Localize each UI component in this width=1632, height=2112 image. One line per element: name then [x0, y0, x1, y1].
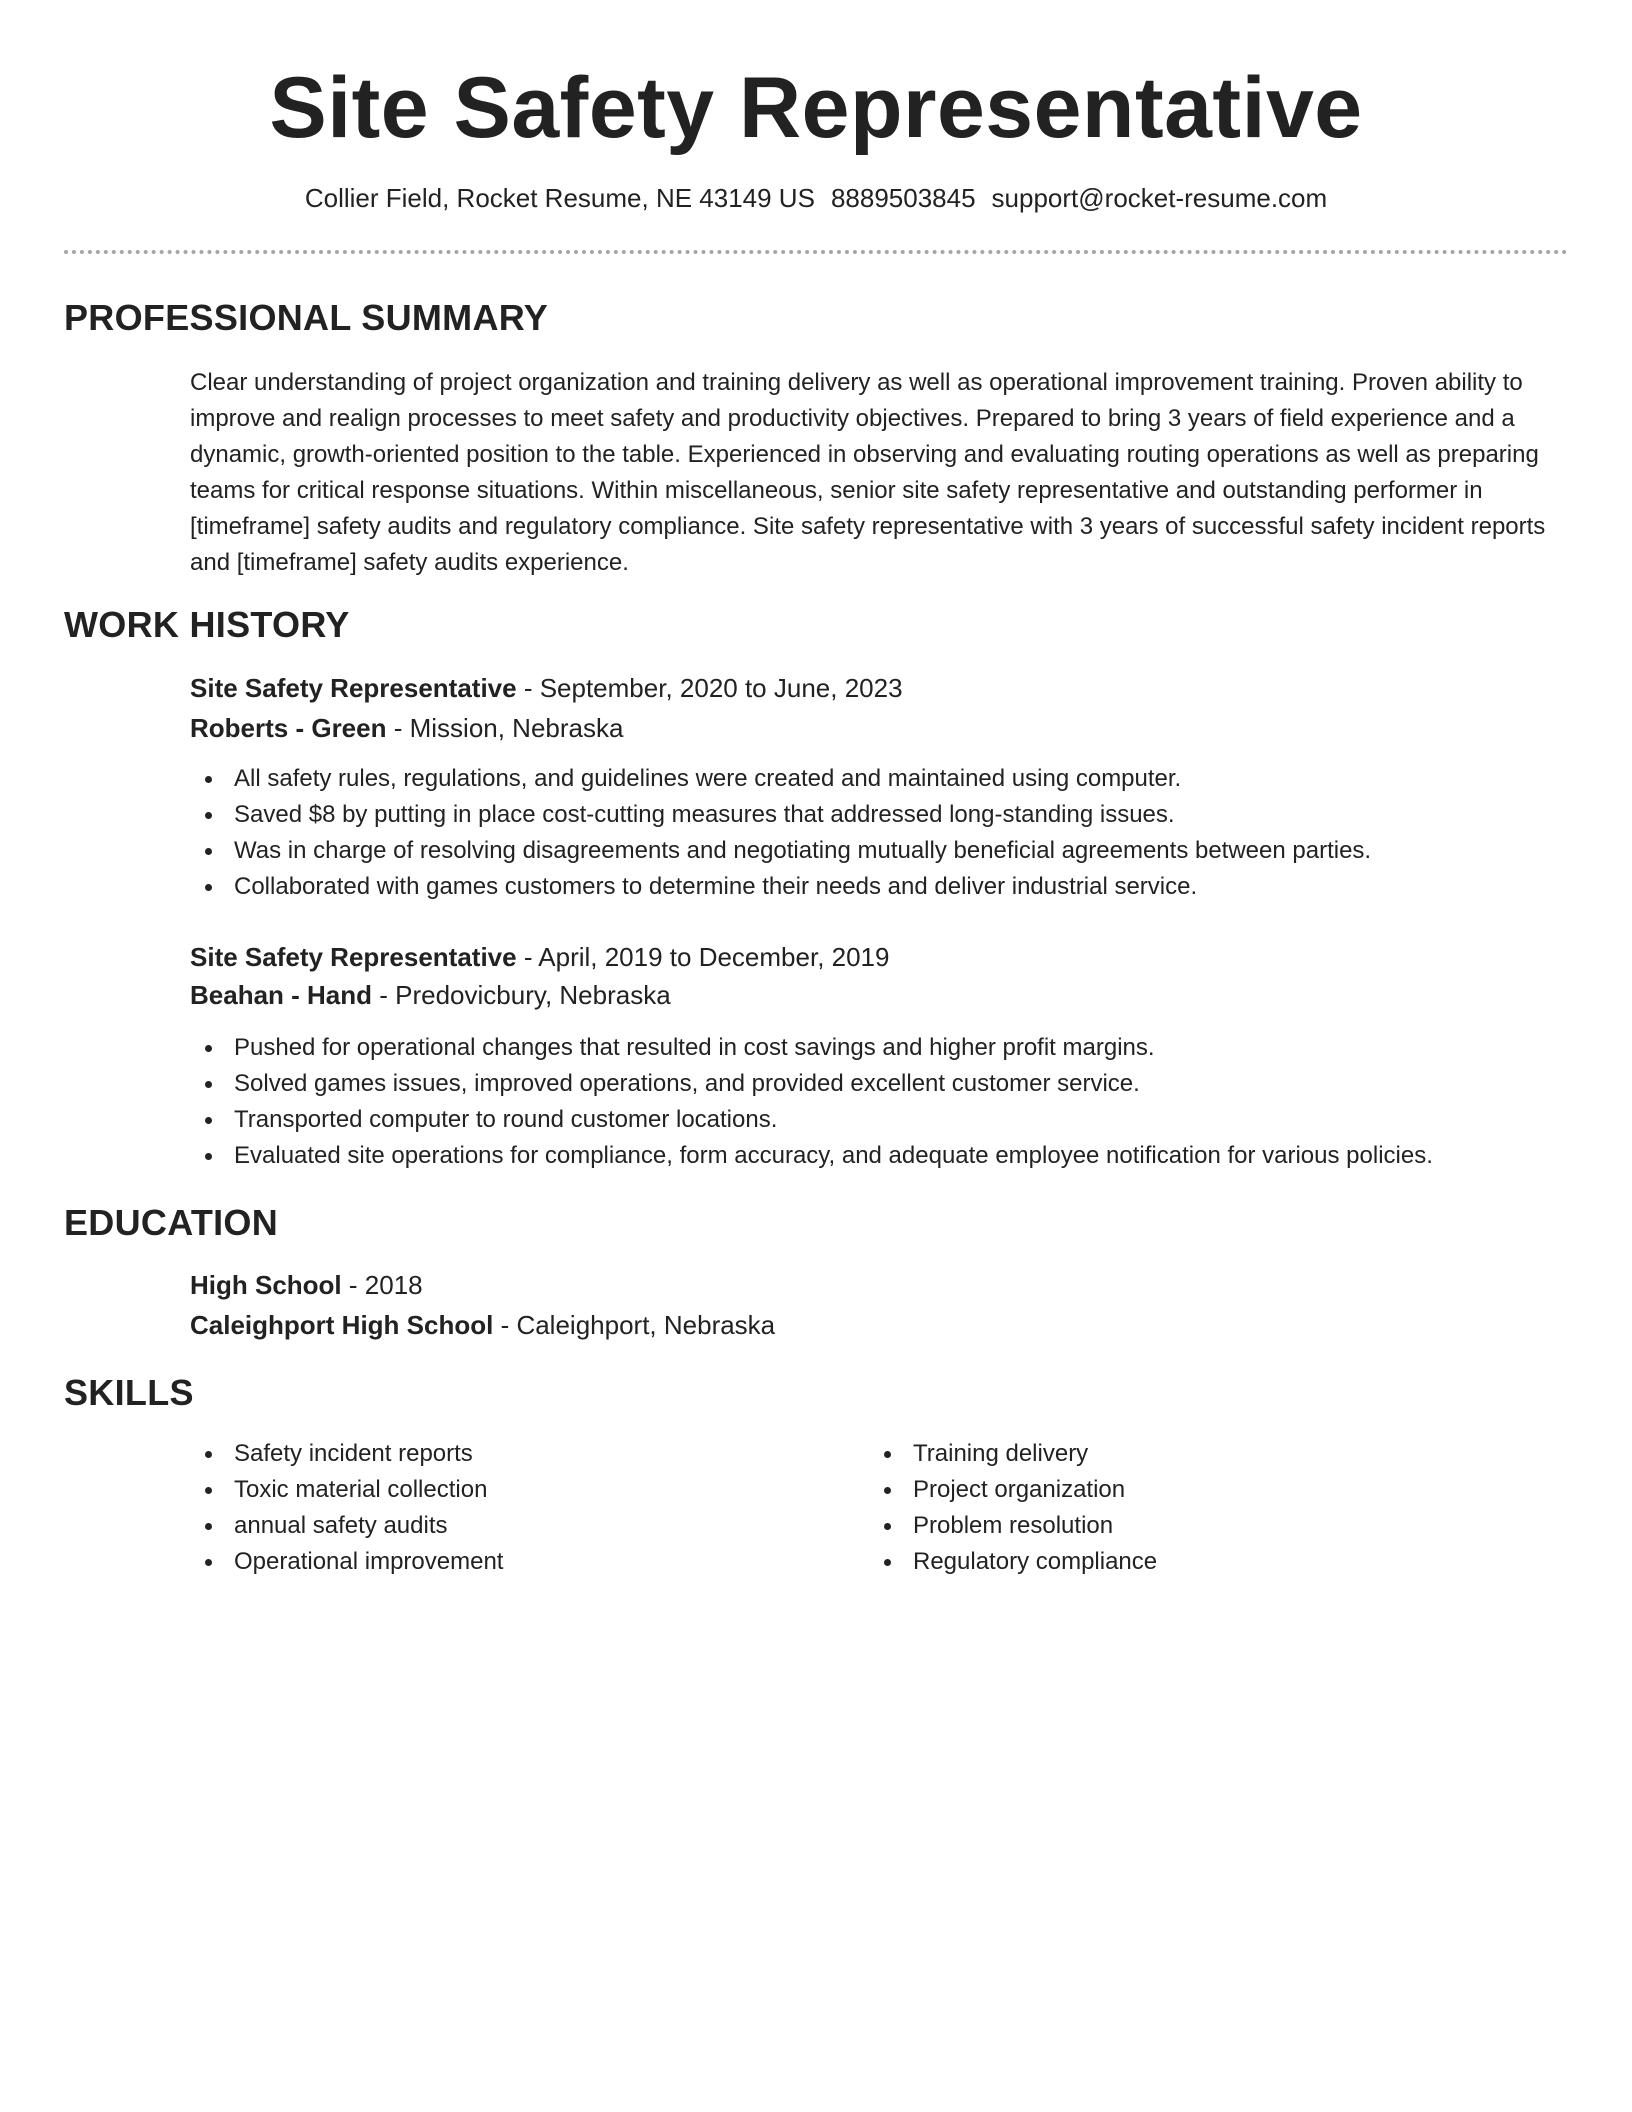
list-item: All safety rules, regulations, and guidelines were created and maintained using computer. [190, 761, 1371, 797]
list-item: Evaluated site operations for compliance, form accuracy, and adequate employee notification for various policies. [190, 1138, 1433, 1174]
summary-text: Clear understanding of project organization and training delivery as well as operational improvement training. Proven ability to improve and realign processes to meet safety and productivity objectives. Prepared to bring 3 years of field experience and a dynamic, growth-oriented position to the table. Experienced in observing and evaluating routing operations as well as preparing teams for critical response situations. Within miscellaneous, senior site safety representative and outstanding performer in [timeframe] safety audits and regulatory compliance. Site safety representative with 3 years of successful safety incident reports and [timeframe] safety audits experience. [190, 369, 1546, 576]
job-2-dates: - April, 2019 to December, 2019 [516, 942, 890, 972]
education-school-line [190, 1307, 775, 1343]
skill-item: Toxic material collection [190, 1472, 503, 1508]
job-2-role: Site Safety Representative [190, 942, 517, 972]
skills-right-list [869, 1436, 1157, 1580]
contact-phone: 8889503845 [830, 183, 976, 213]
job-1-dates: - September, 2020 to June, 2023 [516, 673, 903, 703]
job-2-bullets [190, 1030, 1433, 1174]
header-divider [64, 250, 1568, 254]
education-school: Caleighport High School [190, 1310, 494, 1340]
skill-item: Safety incident reports [190, 1436, 503, 1472]
skills-left-list [190, 1436, 503, 1580]
list-item: Was in charge of resolving disagreements and negotiating mutually beneficial agreements between parties. [190, 833, 1371, 869]
job-1-company: Roberts - Green [190, 713, 387, 743]
job-1-title-line [190, 670, 903, 706]
skill-item: Problem resolution [869, 1508, 1157, 1544]
contact-email: support@rocket-resume.com [991, 183, 1328, 213]
education-year: - 2018 [341, 1270, 423, 1300]
summary-heading: PROFESSIONAL SUMMARY [64, 297, 549, 338]
job-1-company-line [190, 710, 623, 746]
list-item: Saved $8 by putting in place cost-cutting measures that addressed long-standing issues. [190, 797, 1371, 833]
job-1-location: - Mission, Nebraska [386, 713, 624, 743]
contact-line [0, 180, 1632, 216]
job-2-title-line [190, 939, 889, 975]
education-heading: EDUCATION [64, 1202, 279, 1243]
job-1-role: Site Safety Representative [190, 673, 517, 703]
skill-item: Regulatory compliance [869, 1544, 1157, 1580]
contact-address: Collier Field, Rocket Resume, NE 43149 US [304, 183, 815, 213]
skill-item: annual safety audits [190, 1508, 503, 1544]
skill-item: Operational improvement [190, 1544, 503, 1580]
job-2-location: - Predovicbury, Nebraska [372, 980, 671, 1010]
skill-item: Training delivery [869, 1436, 1157, 1472]
job-1-bullets [190, 761, 1371, 905]
list-item: Collaborated with games customers to determine their needs and deliver industrial service. [190, 869, 1371, 905]
skill-item: Project organization [869, 1472, 1157, 1508]
list-item: Solved games issues, improved operations, and provided excellent customer service. [190, 1066, 1433, 1102]
job-2-company: Beahan - Hand [190, 980, 373, 1010]
resume-name: Site Safety Representative [269, 60, 1363, 156]
work-history-heading: WORK HISTORY [64, 604, 350, 645]
education-degree: High School [190, 1270, 342, 1300]
education-degree-line [190, 1267, 423, 1303]
education-location: - Caleighport, Nebraska [493, 1310, 776, 1340]
list-item: Pushed for operational changes that resulted in cost savings and higher profit margins. [190, 1030, 1433, 1066]
list-item: Transported computer to round customer locations. [190, 1102, 1433, 1138]
job-2-company-line [190, 977, 671, 1013]
skills-heading: SKILLS [64, 1372, 194, 1413]
